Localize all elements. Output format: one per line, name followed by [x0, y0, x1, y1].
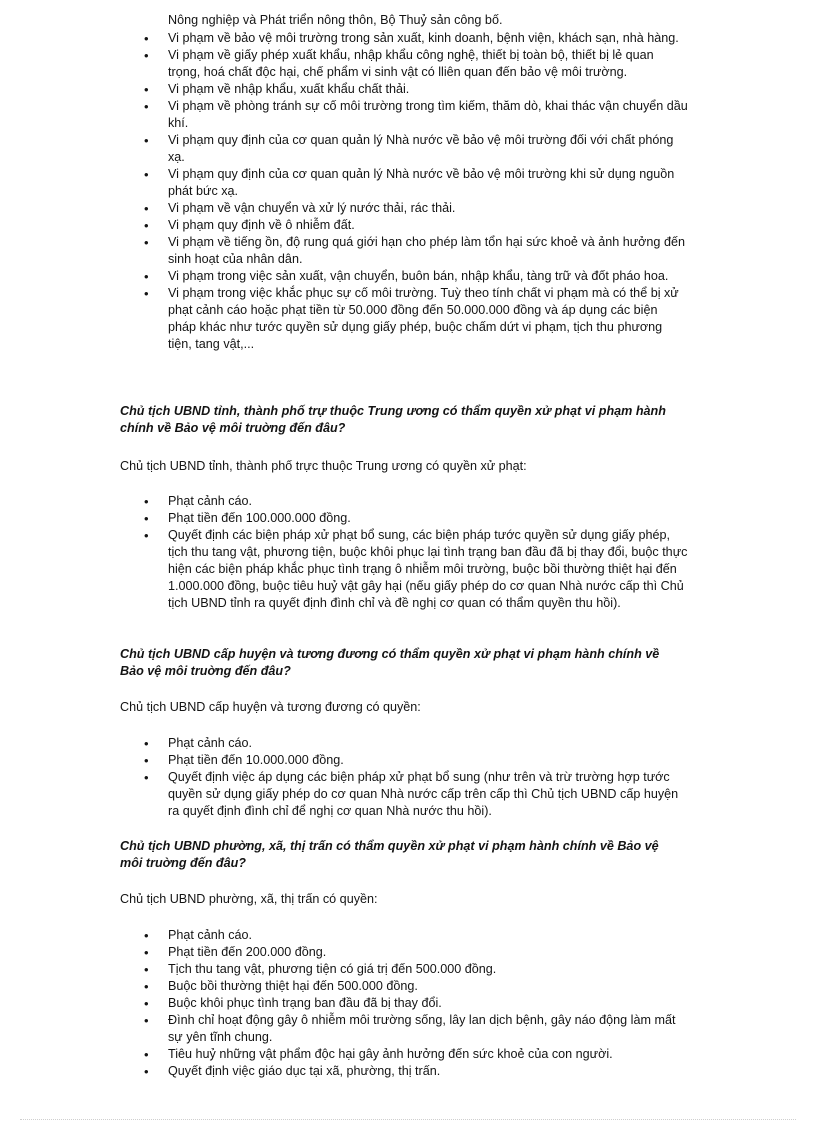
commune-intro: Chủ tịch UBND phường, xã, thị trấn có quyền: — [120, 892, 378, 906]
list-item: • Phạt cảnh cáo. — [168, 493, 688, 510]
list-item: • Vi phạm về vận chuyển và xử lý nước thải, rác thải. — [168, 200, 688, 217]
commune-powers-list — [168, 927, 688, 1080]
province-powers-list — [168, 493, 688, 612]
list-item: • Tịch thu tang vật, phương tiện có giá trị đến 500.000 đồng. — [168, 961, 688, 978]
list-item: • Vi phạm quy định về ô nhiễm đất. — [168, 217, 688, 234]
list-item: • Vi phạm về nhập khẩu, xuất khẩu chất thải. — [168, 81, 688, 98]
district-question-heading: Chủ tịch UBND cấp huyện và tương đương có thẩm quyền xử phạt vi phạm hành chính về Bảo vệ môi truờng đến đâu? — [120, 647, 660, 678]
province-intro: Chủ tịch UBND tỉnh, thành phố trực thuộc Trung ương có quyền xử phạt: — [120, 459, 527, 473]
list-item: • Vi phạm trong việc khắc phục sự cố môi trường. Tuỳ theo tính chất vi phạm mà có thể bị xử phạt cảnh cáo hoặc phạt tiền từ 50.000 đồng đến 50.000.000 đồng và áp dụng các biện pháp khác như tước quyền sử dụng giấy phép, buộc chấm dứt vi phạm, tịch thu phương tiện, tang vật,... — [168, 285, 688, 353]
list-item: • Vi phạm về giấy phép xuất khẩu, nhập khẩu công nghệ, thiết bị toàn bộ, thiết bị lẻ quan trọng, hoá chất độc hại, chế phẩm vi sinh vật có lliên quan đến bảo vệ môi trường. — [168, 47, 688, 81]
list-item: • Quyết định các biện pháp xử phạt bổ sung, các biện pháp tước quyền sử dụng giấy phép, tịch thu tang vật, phương tiện, buộc khôi phục lại tình trạng ban đầu đã bị thay đổi, buộc thực hiện các biện pháp khắc phục tình trạng ô nhiễm môi trường, buộc bồi thường thiệt hại đến 1.000.000 đồng, buộc tiêu huỷ vật gây hại (nếu giấy phép do cơ quan Nhà nước cấp thì Chủ tịch UBND tỉnh ra quyết định đình chỉ và đề nghị cơ quan có thẩm quyền thu hồi). — [168, 527, 688, 612]
list-item: • Vi phạm quy định của cơ quan quản lý Nhà nước về bảo vệ môi trường đối với chất phóng xạ. — [168, 132, 688, 166]
list-item: • Đình chỉ hoạt động gây ô nhiễm môi trường sống, lây lan dịch bệnh, gây náo động làm mất sự yên tĩnh chung. — [168, 1012, 688, 1046]
list-item: • Vi phạm về tiếng ồn, độ rung quá giới hạn cho phép làm tổn hại sức khoẻ và ảnh hưởng đến sinh hoạt của nhân dân. — [168, 234, 688, 268]
list-item: • Phạt cảnh cáo. — [168, 735, 688, 752]
district-powers-list — [168, 735, 688, 820]
list-item: • Phạt tiền đến 200.000 đồng. — [168, 944, 688, 961]
list-item: • Vi phạm về phòng tránh sự cố môi trường trong tìm kiếm, thăm dò, khai thác vận chuyển dầu khí. — [168, 98, 688, 132]
list-item: • Buộc khôi phục tình trạng ban đầu đã bị thay đổi. — [168, 995, 688, 1012]
violations-list — [168, 30, 688, 353]
list-item: • Phạt tiền đến 100.000.000 đồng. — [168, 510, 688, 527]
list-item: • Vi phạm về bảo vệ môi trường trong sản xuất, kinh doanh, bệnh viện, khách sạn, nhà hàng. — [168, 30, 688, 47]
list-item: • Phạt tiền đến 10.000.000 đồng. — [168, 752, 688, 769]
list-item: • Quyết định việc giáo dục tại xã, phường, thị trấn. — [168, 1063, 688, 1080]
commune-question-heading: Chủ tịch UBND phường, xã, thị trấn có thẩm quyền xử phạt vi phạm hành chính về Bảo vệ môi truờng đến đâu? — [120, 839, 659, 870]
list-item: • Quyết định việc áp dụng các biện pháp xử phạt bổ sung (như trên và trừ trường hợp tước quyền sử dụng giấy phép do cơ quan Nhà nước cấp trên cấp thì Chủ tịch UBND cấp huyện ra quyết định đình chỉ để nghị cơ quan Nhà nước thu hồi). — [168, 769, 688, 820]
list-item: • Phạt cảnh cáo. — [168, 927, 688, 944]
list-item: • Vi phạm quy định của cơ quan quản lý Nhà nước về bảo vệ môi trường khi sử dụng nguồn phát bức xạ. — [168, 166, 688, 200]
province-question-heading: Chủ tịch UBND tỉnh, thành phố trự thuộc Trung ương có thẩm quyền xử phạt vi phạm hành chính về Bảo vệ môi truờng đến đâu? — [120, 404, 666, 435]
continuation-text: Nông nghiệp và Phát triển nông thôn, Bộ Thuỷ sản công bố. — [168, 13, 503, 27]
list-item: • Vi phạm trong việc sản xuất, vận chuyển, buôn bán, nhập khẩu, tàng trữ và đốt pháo hoa. — [168, 268, 688, 285]
list-item: • Tiêu huỷ những vật phẩm độc hại gây ảnh hưởng đến sức khoẻ của con người. — [168, 1046, 688, 1063]
list-item: • Buộc bồi thường thiệt hại đến 500.000 đồng. — [168, 978, 688, 995]
page-bottom-border — [20, 1119, 796, 1120]
district-intro: Chủ tịch UBND cấp huyện và tương đương có quyền: — [120, 700, 421, 714]
